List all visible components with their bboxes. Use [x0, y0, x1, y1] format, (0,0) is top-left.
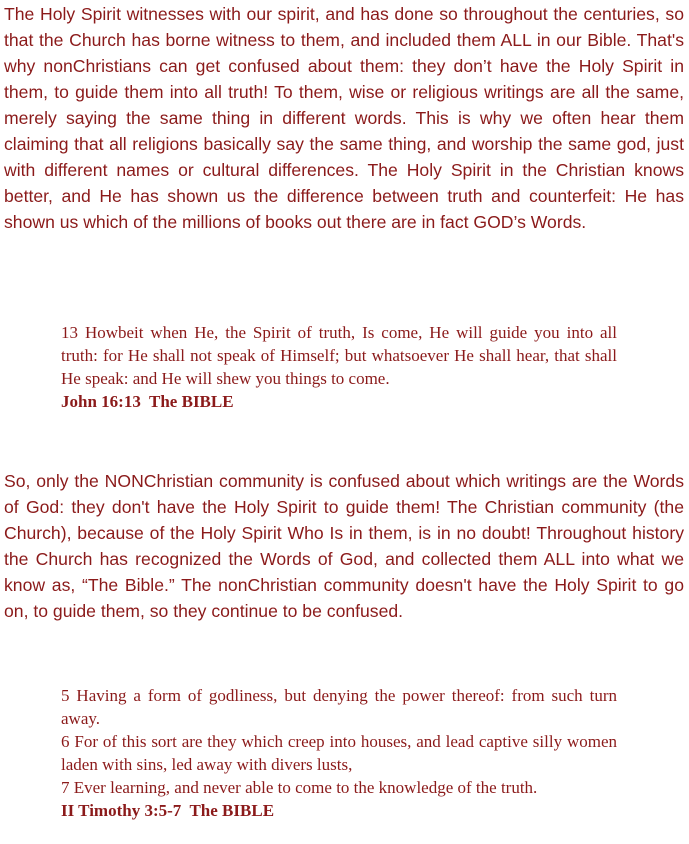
- paragraph-holy-spirit-witness: The Holy Spirit witnesses with our spirit, and has done so throughout the centuries, so that the Church has borne witness to them, and included them ALL in our Bible. That's why nonChristians can get confused about them: they don’t have the Holy Spirit in them, to guide them into all truth! To them, wise or religious writings are all the same, merely saying the same thing in different words. This is why we often hear them claiming that all religions basically say the same thing, and worship the same god, just with different names or cultural differences. The Holy Spirit in the Christian knows better, and He has shown us the difference between truth and counterfeit: He has shown us which of the millions of books out there are in fact GOD’s Words.: [4, 4, 684, 232]
- scripture-reference-timothy: II Timothy 3:5-7 The BIBLE: [61, 801, 275, 820]
- verse-ii-timothy-3-5: 5 Having a form of godliness, but denying the power thereof: from such turn away.: [61, 686, 617, 728]
- paragraph-nonchristian-confusion: So, only the NONChristian community is confused about which writings are the Words of God: they don't have the Holy Spirit to guide them! The Christian community (the Church), because of the Holy Spirit Who Is in them, is in no doubt! Throughout history the Church has recognized the Words of God, and collected them ALL into what we know as, “The Bible.” The nonChristian community doesn't have the Holy Spirit to go on, to guide them, so they continue to be confused.: [4, 471, 684, 621]
- scripture-quote-timothy: [61, 684, 617, 822]
- verse-ii-timothy-3-6: 6 For of this sort are they which creep into houses, and lead captive silly women laden with sins, led away with divers lusts,: [61, 732, 617, 774]
- scripture-reference-john: John 16:13 The BIBLE: [61, 392, 234, 411]
- verse-john-16-13: 13 Howbeit when He, the Spirit of truth, Is come, He will guide you into all truth: for He shall not speak of Himself; but whatsoever He shall hear, that shall He speak: and He will shew you things to come.: [61, 323, 617, 388]
- verse-ii-timothy-3-7: 7 Ever learning, and never able to come to the knowledge of the truth.: [61, 778, 538, 797]
- scripture-quote-john: [61, 321, 617, 413]
